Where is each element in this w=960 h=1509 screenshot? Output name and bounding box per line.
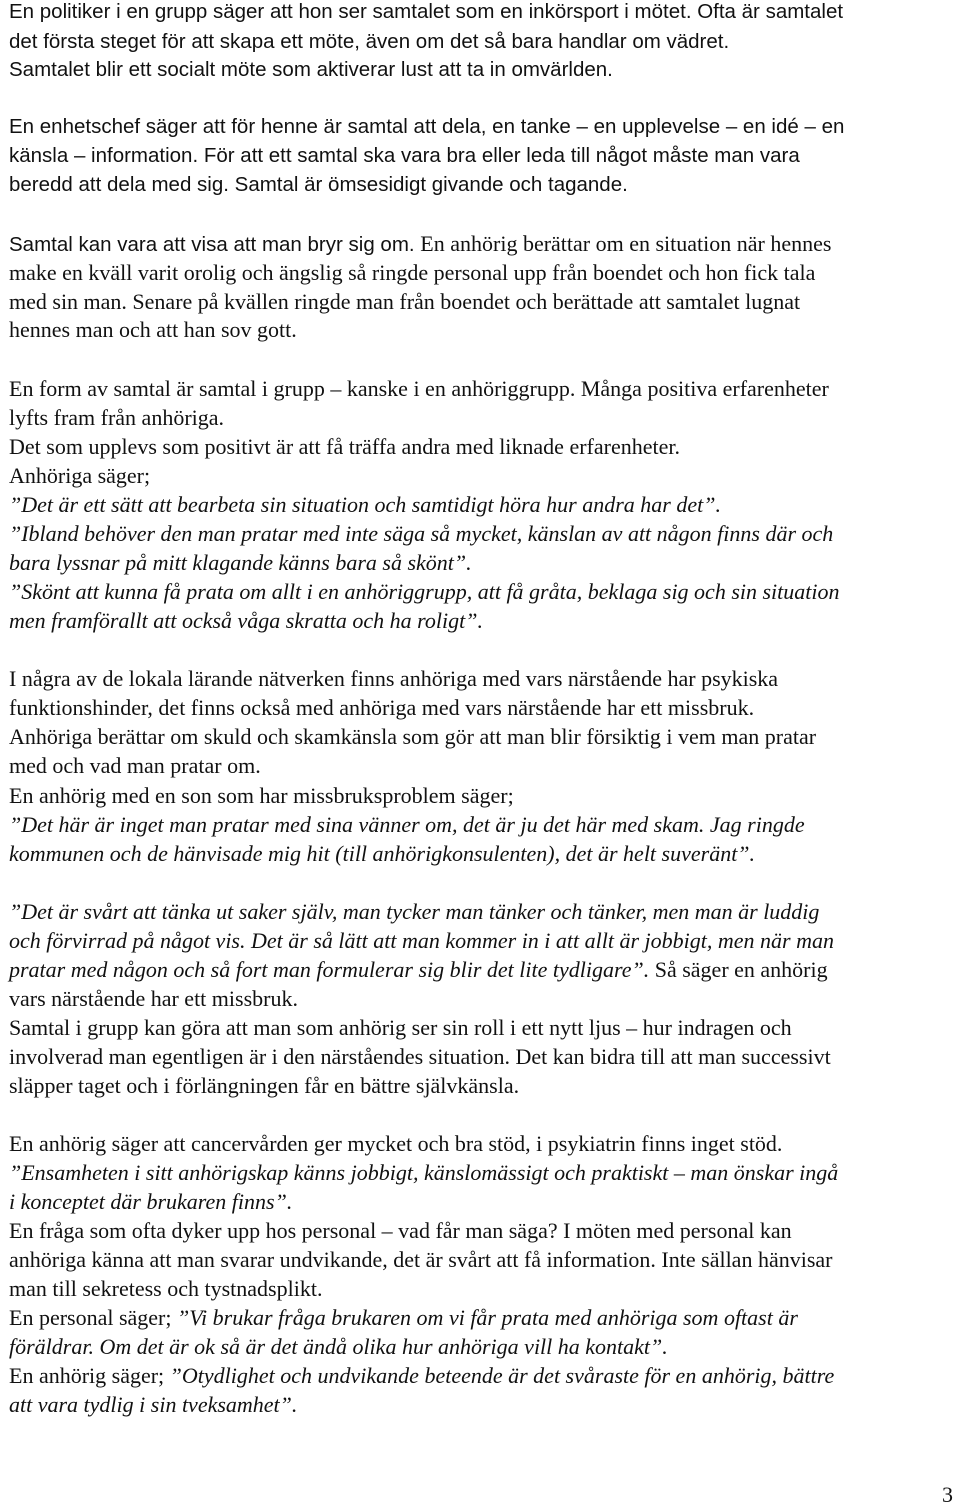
paragraph-text: involverad man egentligen är i den närståendes situation. Det kan bidra till att man successivt xyxy=(9,1044,831,1069)
text-line xyxy=(9,1162,838,1184)
text-line xyxy=(9,1075,519,1097)
quote-text: ”Det är svårt att tänka ut saker själv, man tycker man tänker och tänker, men man är luddig xyxy=(9,899,820,924)
paragraph-text: med sin man. Senare på kvällen ringde man från boendet och berättade att samtalet lugnat xyxy=(9,289,801,314)
text-line xyxy=(9,2,843,23)
text-line xyxy=(9,755,261,777)
text-line xyxy=(9,117,844,138)
paragraph-text: Så säger en anhörig xyxy=(649,957,828,982)
text-line xyxy=(9,1046,831,1068)
paragraph-text: hennes man och att han sov gott. xyxy=(9,317,297,342)
paragraph-text: med och vad man pratar om. xyxy=(9,753,261,778)
text-line xyxy=(9,1191,292,1213)
text-line xyxy=(9,930,834,952)
paragraph-text: känsla – information. För att ett samtal ska vara bra eller leda till något måste man vara xyxy=(9,144,800,167)
paragraph-text: beredd att dela med sig. Samtal är ömsesidigt givande och tagande. xyxy=(9,173,628,196)
text-line xyxy=(9,959,828,981)
text-line xyxy=(9,785,514,807)
text-line xyxy=(9,1365,834,1387)
quote-text: ”Otydlighet och undvikande beteende är det svåraste för en anhörig, bättre xyxy=(169,1363,835,1388)
paragraph-text: vars närstående har ett missbruk. xyxy=(9,986,298,1011)
paragraph-text: lyfts fram från anhöriga. xyxy=(9,405,225,430)
text-line xyxy=(9,1220,792,1242)
text-line xyxy=(9,32,729,53)
paragraph-text: släpper taget och i förlängningen får en bättre självkänsla. xyxy=(9,1073,520,1098)
text-line xyxy=(9,552,472,574)
paragraph-text: Anhöriga berättar om skuld och skamkänsla som gör att man blir försiktig i vem man pratar xyxy=(9,724,817,749)
paragraph-text: man till sekretess och tystnadsplikt. xyxy=(9,1276,323,1301)
paragraph-text: En personal säger; xyxy=(9,1305,177,1330)
text-line xyxy=(9,1017,792,1039)
text-line xyxy=(9,1394,297,1416)
quote-text: föräldrar. Om det är ok så är det ändå olika hur anhöriga vill ha kontakt”. xyxy=(9,1334,668,1359)
quote-text: och förvirrad på något vis. Det är så lätt att man kommer in i att allt är jobbigt, men när man xyxy=(9,928,834,953)
quote-text: att vara tydlig i sin tveksamhet”. xyxy=(9,1392,298,1417)
quote-text: ”Ibland behöver den man pratar med inte säga så mycket, känslan av att någon finns där och xyxy=(9,521,834,546)
quote-text: bara lyssnar på mitt klagande känns bara så skönt”. xyxy=(9,550,472,575)
text-line xyxy=(9,843,755,865)
paragraph-text: anhöriga känna att man svarar undvikande, det är svårt att få information. Inte sällan hänvisar xyxy=(9,1247,833,1272)
paragraph-text: Anhöriga säger; xyxy=(9,463,151,488)
quote-text: i konceptet där brukaren finns”. xyxy=(9,1189,293,1214)
text-line xyxy=(9,697,754,719)
text-line xyxy=(9,465,150,487)
paragraph-text: En anhörig med en son som har missbruksproblem säger; xyxy=(9,783,514,808)
text-line xyxy=(9,407,224,429)
quote-text: kommunen och de hänvisade mig hit (till anhörigkonsulenten), det är helt suveränt”. xyxy=(9,841,756,866)
text-line xyxy=(9,1249,832,1271)
quote-text: men framförallt att också våga skratta och ha roligt”. xyxy=(9,608,483,633)
quote-text: ”Vi brukar fråga brukaren om vi får prata med anhöriga som oftast är xyxy=(177,1305,798,1330)
text-line xyxy=(9,988,298,1010)
text-line xyxy=(9,523,833,545)
quote-text: ”Skönt att kunna få prata om allt i en anhöriggrupp, att få gråta, beklaga sig och sin situation xyxy=(9,579,840,604)
quote-text: pratar med någon och så fort man formulerar sig blir det lite tydligare”. xyxy=(9,957,650,982)
paragraph-text: En politiker i en grupp säger att hon ser samtalet som en inkörsport i mötet. Ofta är samtalet xyxy=(9,0,844,23)
text-line xyxy=(9,581,840,603)
text-line xyxy=(9,60,613,81)
text-line xyxy=(9,436,680,458)
paragraph-text: I några av de lokala lärande nätverken finns anhöriga med vars närstående har psykiska xyxy=(9,666,779,691)
paragraph-text: funktionshinder, det finns också med anhöriga med vars närstående har ett missbruk. xyxy=(9,695,755,720)
text-line xyxy=(9,175,628,196)
text-line xyxy=(9,233,831,256)
text-line xyxy=(9,1133,782,1155)
quote-text: ”Det är ett sätt att bearbeta sin situation och samtidigt höra hur andra har det”. xyxy=(9,492,721,517)
paragraph-text: En anhörig berättar om en situation när hennes xyxy=(420,231,832,256)
text-line xyxy=(9,146,800,167)
text-line xyxy=(9,814,805,836)
paragraph-text: En anhörig säger att cancervården ger mycket och bra stöd, i psykiatrin finns inget stöd. xyxy=(9,1131,783,1156)
paragraph-text: En anhörig säger; xyxy=(9,1363,170,1388)
paragraph-text: Det som upplevs som positivt är att få träffa andra med liknade erfarenheter. xyxy=(9,434,680,459)
paragraph-text: make en kväll varit orolig och ängslig så ringde personal upp från boendet och hon fick tala xyxy=(9,260,816,285)
text-line xyxy=(9,494,721,516)
text-line xyxy=(9,1278,322,1300)
text-line xyxy=(9,668,778,690)
text-line xyxy=(9,291,800,313)
text-line xyxy=(9,378,829,400)
text-line xyxy=(9,901,819,923)
text-line xyxy=(9,1307,798,1329)
text-line xyxy=(9,262,815,284)
page-number: 3 xyxy=(942,1482,953,1507)
paragraph-text: Samtalet blir ett socialt möte som aktiverar lust att ta in omvärlden. xyxy=(9,58,613,81)
text-line xyxy=(9,1336,668,1358)
paragraph-text: En fråga som ofta dyker upp hos personal – vad får man säga? I möten med personal kan xyxy=(9,1218,792,1243)
quote-text: ”Det här är inget man pratar med sina vänner om, det är ju det här med skam. Jag ringde xyxy=(9,812,805,837)
quote-text: ”Ensamheten i sitt anhörigskap känns jobbigt, känslomässigt och praktiskt – man önskar ingå xyxy=(9,1160,839,1185)
paragraph-text: Samtal kan vara att visa att man bryr sig om. xyxy=(9,233,421,256)
text-line xyxy=(9,319,297,341)
text-line xyxy=(9,610,483,632)
paragraph-text: En enhetschef säger att för henne är samtal att dela, en tanke – en upplevelse – en idé – en xyxy=(9,115,845,138)
paragraph-text: Samtal i grupp kan göra att man som anhörig ser sin roll i ett nytt ljus – hur indragen och xyxy=(9,1015,792,1040)
paragraph-text: En form av samtal är samtal i grupp – kanske i en anhöriggrupp. Många positiva erfarenheter xyxy=(9,376,829,401)
text-line xyxy=(9,726,816,748)
paragraph-text: det första steget för att skapa ett möte, även om det så bara handlar om vädret. xyxy=(9,30,730,53)
